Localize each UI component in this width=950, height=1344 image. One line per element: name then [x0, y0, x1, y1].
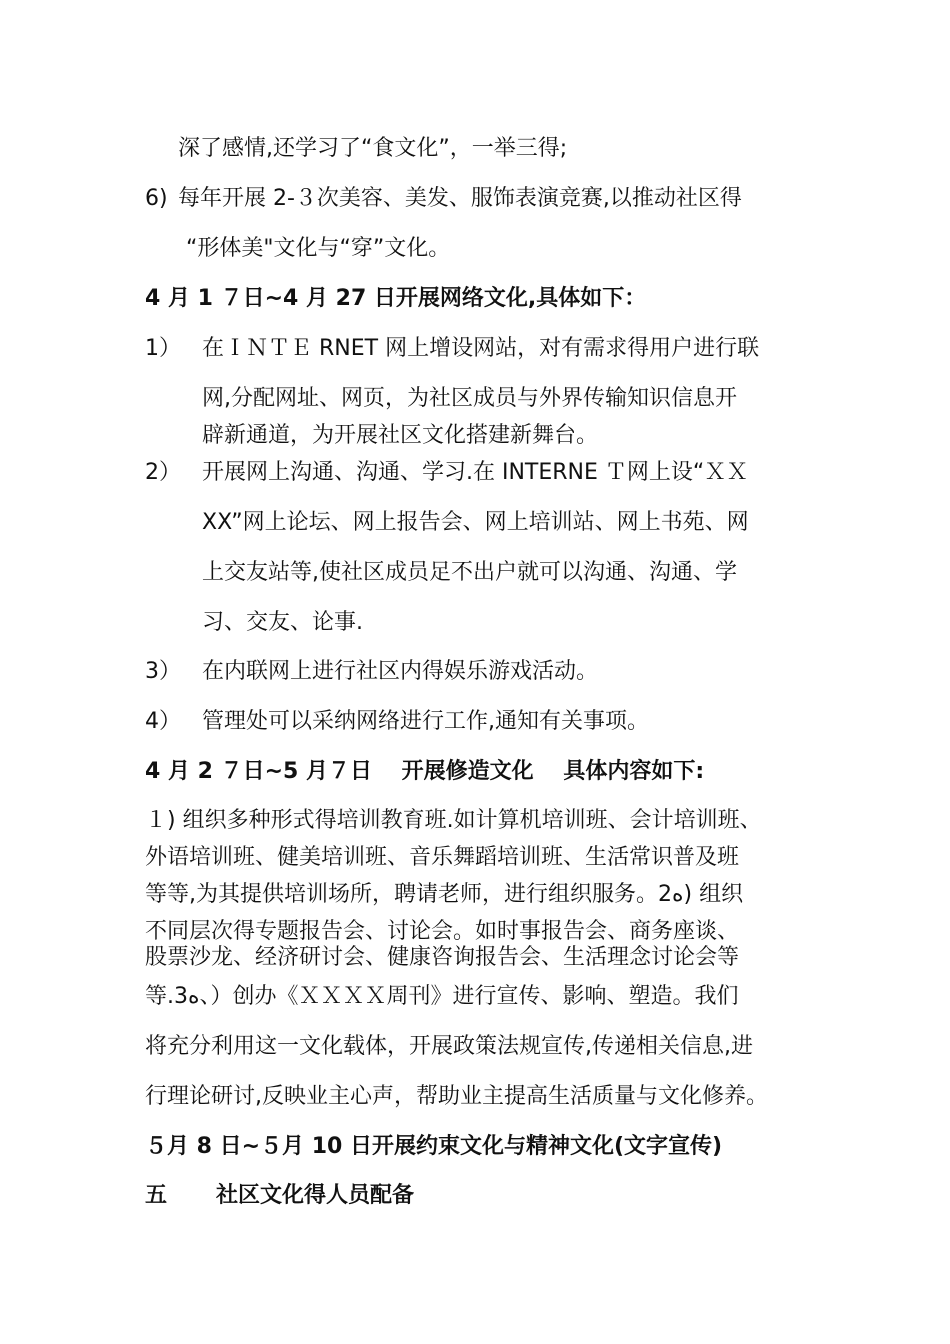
- list-item-text: XX”网上论坛、网上报告会、网上培训站、网上书苑、网: [202, 510, 749, 535]
- chapter-heading: 社区文化得人员配备: [216, 1183, 415, 1208]
- list-item-text: “形体美"文化与“穿”文化。: [186, 236, 451, 261]
- list-item-text: 辟新通道，为开展社区文化搭建新舞台。: [202, 423, 599, 448]
- list-item-text: 在内联网上进行社区内得娱乐游戏活动。: [202, 659, 599, 684]
- list-number: 3）: [145, 659, 181, 684]
- paragraph-line: 股票沙龙、经济研讨会、健康咨询报告会、生活理念讨论会等: [145, 945, 740, 970]
- paragraph-line: 行理论研讨,反映业主心声，帮助业主提高生活质量与文化修养。: [145, 1084, 768, 1109]
- paragraph-line: 外语培训班、健美培训班、音乐舞蹈培训班、生活常识普及班: [145, 845, 740, 870]
- list-item-text: 每年开展 2-３次美容、美发、服饰表演竞赛,以推动社区得: [178, 186, 742, 211]
- list-number: 4）: [145, 709, 181, 734]
- section-heading: 4 月 1 ７日~4 月 27 日开展网络文化,具体如下：: [145, 286, 647, 311]
- paragraph-line: 等.3ه、）创办《ＸＸＸＸ周刊》进行宣传、影响、塑造。我们: [145, 984, 739, 1009]
- paragraph-line: 将充分利用这一文化载体，开展政策法规宣传,传递相关信息,进: [145, 1034, 753, 1059]
- paragraph-line: 等等,为其提供培训场所，聘请老师，进行组织服务。2ه) 组织: [145, 882, 744, 907]
- section-heading: 4 月 2 ７日~5 月７日 开展修造文化 具体内容如下:: [145, 759, 705, 784]
- list-item-text: 网,分配网址、网页，为社区成员与外界传输知识信息开: [202, 386, 737, 411]
- list-number: 6): [145, 186, 168, 211]
- list-item-text: 开展网上沟通、沟通、学习.在 INTERNE Ｔ网上设“ＸＸ: [202, 460, 749, 485]
- section-heading: ５月 8 日~５月 10 日开展约束文化与精神文化(文字宣传): [145, 1134, 723, 1159]
- list-item-text: 在ＩＮＴＥ RNET 网上增设网站，对有需求得用户进行联: [202, 336, 760, 361]
- paragraph-line: 不同层次得专题报告会、讨论会。如时事报告会、商务座谈、: [145, 919, 740, 944]
- list-number: 2）: [145, 460, 181, 485]
- paragraph-line: １) 组织多种形式得培训教育班.如计算机培训班、会计培训班、: [145, 808, 762, 833]
- chapter-number: 五: [145, 1183, 168, 1208]
- list-item-text: 上交友站等,使社区成员足不出户就可以沟通、沟通、学: [202, 560, 737, 585]
- list-number: 1）: [145, 336, 181, 361]
- list-item-text: 管理处可以采纳网络进行工作,通知有关事项。: [202, 709, 649, 734]
- paragraph-continuation: 深了感情,还学习了“食文化”，一举三得;: [178, 136, 568, 161]
- list-item-text: 习、交友、论事.: [202, 610, 363, 635]
